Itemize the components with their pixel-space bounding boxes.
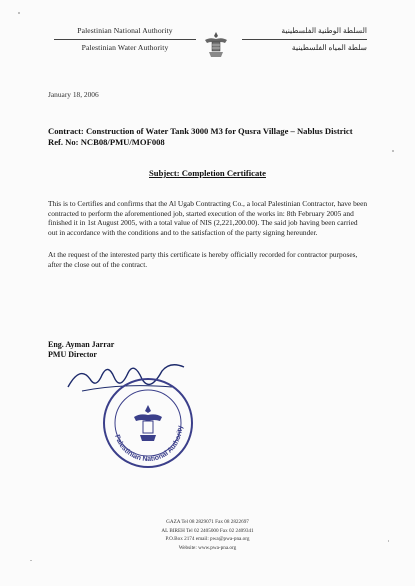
authority-name: Palestinian National Authority: [77, 26, 173, 35]
water-authority-name-arabic: سلطة المياه الفلسطينية: [291, 43, 367, 52]
scan-speck: [30, 560, 32, 561]
letterhead-english: [50, 26, 200, 53]
official-stamp: [100, 375, 196, 471]
eagle-emblem-icon: [203, 30, 229, 60]
request-paragraph: At the request of the interested party this certificate is hereby officially recorded for contractor purposes, after the close out of the contract.: [48, 250, 358, 269]
certificate-paragraph: This is to Certifies and confirms that the Al Ugab Contracting Co., a local Palestinian Contractor, have been contracted to perform the aforementioned job, started execution of the works in: 8th February 2005 and finished it in 1st August 2005, with a total value of NIS (2,221,200.00). The said job having been carried out in accordance with the conditions and to the satisfaction of the party signing hereunder.: [48, 199, 368, 237]
scan-speck: [392, 150, 394, 152]
footer-gaza: GAZA Tel 08 2829071 Fax 08 2822697: [166, 519, 249, 525]
letterhead-rule-arabic: [242, 39, 367, 40]
signatory-title: PMU Director: [48, 350, 97, 359]
scan-speck: [18, 12, 20, 14]
svg-text:Palestinian National Authority: Palestinian National Authority: [113, 425, 185, 464]
footer-pobox: P.O.Box 2174 email: pwa@pwa-pna.org: [165, 536, 250, 542]
letterhead-rule: [54, 39, 196, 40]
subject-line: Subject: Completion Certificate: [149, 168, 266, 178]
contract-block: [48, 126, 378, 148]
contract-title: Contract: Construction of Water Tank 3000 M3 for Qusra Village – Nablus District: [48, 126, 353, 136]
letter-date: January 18, 2006: [48, 90, 99, 99]
letter-footer: [0, 518, 415, 552]
footer-albireh: AL BIREH Tel 02 2405000 Fax 02 2409341: [161, 527, 254, 534]
letterhead-arabic: [242, 26, 367, 53]
water-authority-name: Palestinian Water Authority: [81, 43, 169, 52]
signatory-name: Eng. Ayman Jarrar: [48, 340, 115, 349]
reference-number: Ref. No: NCB08/PMU/MOF008: [48, 137, 165, 147]
footer-website: Website: www.pwa-pna.org: [178, 544, 237, 551]
scan-speck: [388, 540, 389, 542]
authority-name-arabic: السلطة الوطنية الفلسطينية: [281, 26, 367, 35]
